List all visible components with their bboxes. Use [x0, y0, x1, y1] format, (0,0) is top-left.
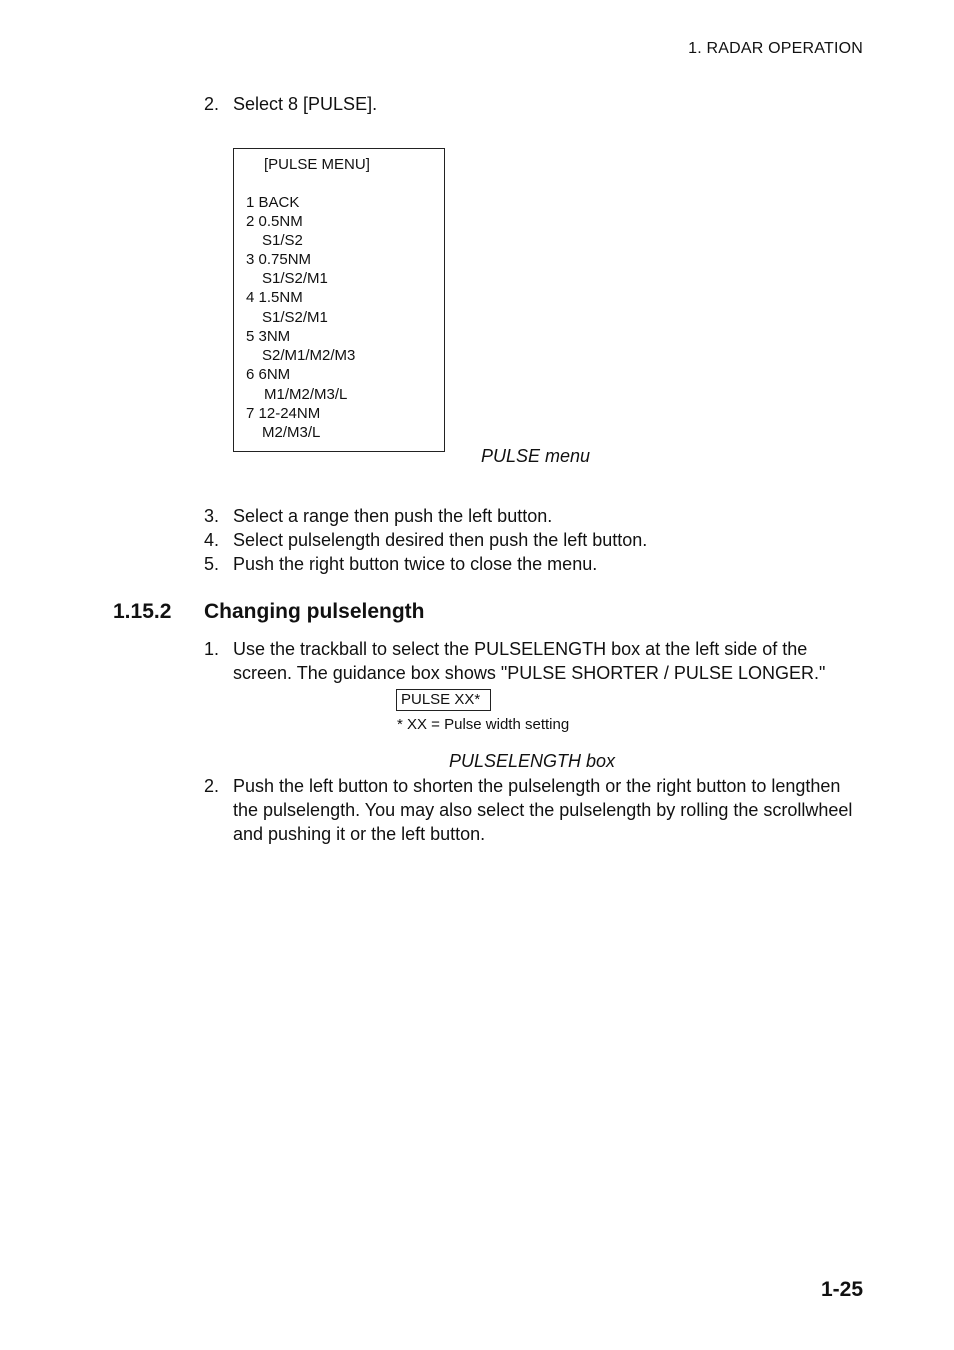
step-select-pulselength	[204, 528, 864, 552]
pulse-menu-subitem: S1/S2/M1	[262, 270, 328, 287]
step-text: Select a range then push the left button.	[233, 506, 553, 526]
step-text: Select pulselength desired then push the left button.	[233, 530, 648, 550]
step-push-left-button	[204, 774, 864, 846]
pulse-menu-caption: PULSE menu	[481, 446, 591, 466]
step-number: 4.	[204, 530, 220, 550]
pulse-menu-item: 5 3NM	[246, 328, 291, 345]
pulse-menu-title: [PULSE MENU]	[264, 156, 370, 173]
pulse-menu-figure	[233, 148, 445, 452]
step-text: Push the left button to shorten the pulselength or the right button to lengthen the pulselength. You may also select the pulselength by rolling the scrollwheel and pushing it or the left button.	[233, 776, 853, 844]
step-number: 3.	[204, 506, 220, 526]
step-number: 2.	[204, 776, 220, 796]
step-text: Use the trackball to select the PULSELENGTH box at the left side of the screen. The guidance box shows "PULSE SHORTER / PULSE LONGER."	[233, 639, 826, 683]
step-number: 5.	[204, 554, 220, 574]
step-text: Select 8 [PULSE].	[233, 94, 378, 114]
pulse-menu-item: 3 0.75NM	[246, 251, 312, 268]
pulse-menu-subitem: S1/S2/M1	[262, 309, 328, 326]
pulse-menu-item: 1 BACK	[246, 194, 300, 211]
step-number: 1.	[204, 639, 220, 659]
step-select-range	[204, 504, 864, 528]
pulse-menu-item: 4 1.5NM	[246, 289, 303, 306]
section-number: 1.15.2	[113, 600, 172, 623]
page-number: 1-25	[820, 1278, 863, 1301]
pulse-menu-item: 2 0.5NM	[246, 213, 303, 230]
step-use-trackball	[204, 637, 864, 685]
step-select-pulse	[204, 92, 864, 116]
pulse-menu-item: 7 12-24NM	[246, 405, 321, 422]
pulselength-footnote: * XX = Pulse width setting	[397, 716, 570, 733]
pulse-menu-item: 6 6NM	[246, 366, 291, 383]
pulse-menu-subitem: S2/M1/M2/M3	[262, 347, 356, 364]
pulselength-box: PULSE XX*	[396, 689, 491, 711]
pulselength-caption: PULSELENGTH box	[449, 751, 616, 771]
running-head: 1. RADAR OPERATION	[688, 40, 863, 57]
pulse-menu-subitem: S1/S2	[262, 232, 303, 249]
pulse-menu-subitem: M2/M3/L	[262, 424, 321, 441]
pulse-menu-subitem: M1/M2/M3/L	[264, 386, 348, 403]
step-number: 2.	[204, 94, 220, 114]
section-title: Changing pulselength	[204, 600, 425, 623]
step-text: Push the right button twice to close the menu.	[233, 554, 598, 574]
step-close-menu	[204, 552, 864, 576]
